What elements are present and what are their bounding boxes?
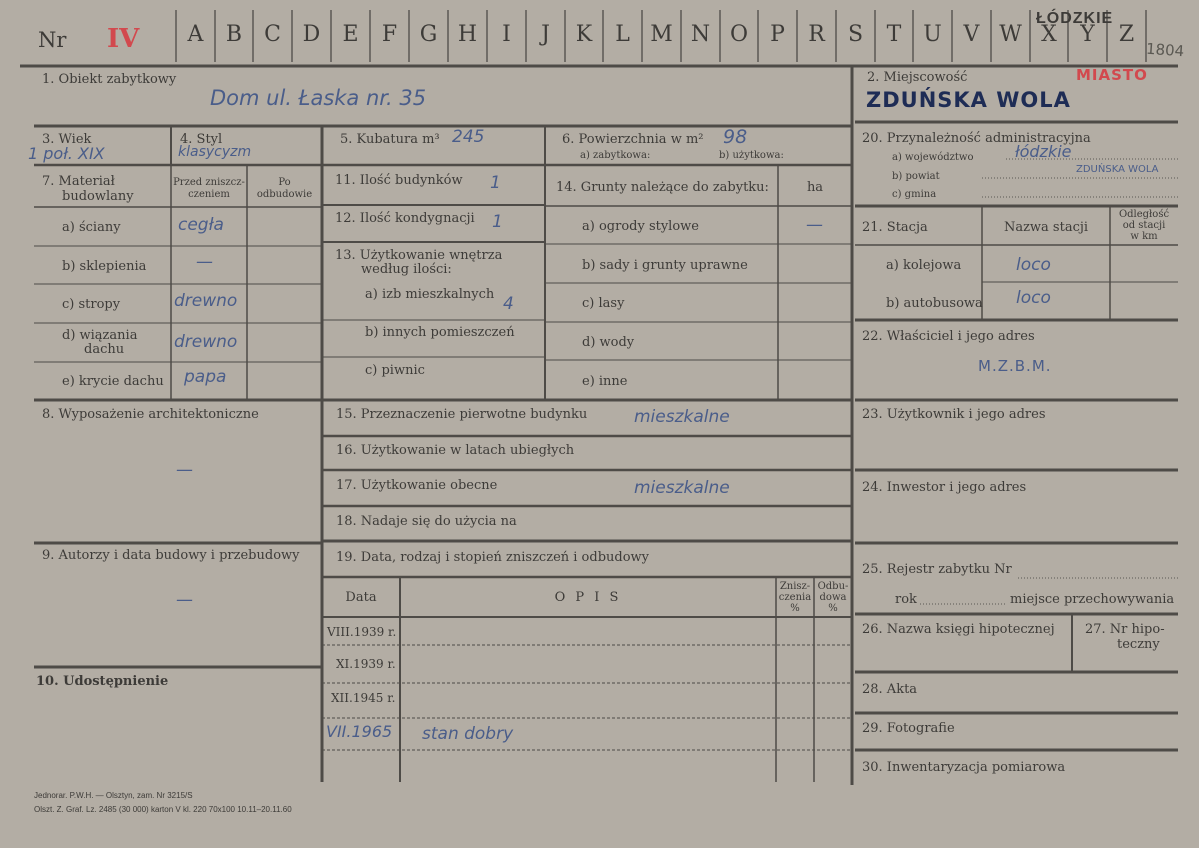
field-19-label: 19. Data, rodzaj i stopień zniszczeń i odbudowy xyxy=(336,550,650,565)
field-20c-label: c) gmina xyxy=(892,189,937,200)
field-21-col-d3: w km xyxy=(1130,231,1158,242)
field-20b-label: b) powiat xyxy=(892,171,940,182)
field-13-label-1: 13. Użytkowanie wnętrza xyxy=(335,248,503,263)
field-13a-label: a) izb mieszkalnych xyxy=(365,287,495,302)
field-30-label: 30. Inwentaryzacja pomiarowa xyxy=(862,760,1066,775)
field-14b-label: b) sady i grunty uprawne xyxy=(582,258,748,273)
field-7d-value: drewno xyxy=(174,332,238,352)
field-2-label: 2. Miejscowość xyxy=(867,70,968,85)
field-11-label: 11. Ilość budynków xyxy=(335,173,463,188)
field-2-value: ZDUŃSKA WOLA xyxy=(866,88,1071,112)
field-3-value: 1 poł. XIX xyxy=(28,144,105,163)
field-19-col-z1: Znisz- xyxy=(779,581,811,592)
nr-label: Nr xyxy=(38,28,67,52)
field-21b-label: b) autobusowa xyxy=(886,296,983,311)
field-13a-value: 4 xyxy=(503,294,514,314)
letter-e: E xyxy=(342,22,359,47)
field-21a-value: loco xyxy=(1016,255,1051,275)
field-6-value: 98 xyxy=(723,126,748,148)
field-7b-label: b) sklepienia xyxy=(62,259,147,274)
field-29-label: 29. Fotografie xyxy=(862,721,955,736)
letter-x: X xyxy=(1041,22,1057,47)
field-7b-value: — xyxy=(196,252,213,272)
letter-p: P xyxy=(770,22,785,47)
field-7a-label: a) ściany xyxy=(62,220,121,235)
field-24-label: 24. Inwestor i jego adres xyxy=(862,480,1027,495)
field-27-label-1: 27. Nr hipo- xyxy=(1085,622,1165,637)
field-4-label: 4. Styl xyxy=(180,132,223,147)
field-7-col-after-2: odbudowie xyxy=(256,189,313,200)
field-20a-value: łódzkie xyxy=(1015,142,1072,161)
field-19-date-3: XII.1945 r. xyxy=(331,691,396,705)
field-25-label: 25. Rejestr zabytku Nr xyxy=(862,562,1012,577)
field-19-date-4: VII.1965 xyxy=(326,722,393,741)
field-5-value: 245 xyxy=(452,127,485,147)
field-13b-label: b) innych pomieszczeń xyxy=(365,325,515,340)
field-22-label: 22. Właściciel i jego adres xyxy=(862,329,1035,344)
letter-w: W xyxy=(999,22,1022,47)
field-19-date-2: XI.1939 r. xyxy=(336,657,396,671)
field-8-value: — xyxy=(176,460,193,480)
letter-c: C xyxy=(264,22,281,47)
field-20-label: 20. Przynależność administracyjna xyxy=(862,131,1091,146)
field-14-label: 14. Grunty należące do zabytku: xyxy=(556,180,769,195)
field-25-miejsce: miejsce przechowywania xyxy=(1010,592,1175,607)
field-1-label: 1. Obiekt zabytkowy xyxy=(42,72,177,87)
letter-f: F xyxy=(381,22,398,47)
field-5-label: 5. Kubatura m³ xyxy=(340,132,440,147)
field-27-label-2: teczny xyxy=(1117,637,1160,652)
letter-y: Y xyxy=(1080,22,1095,47)
field-6-label: 6. Powierzchnia w m² xyxy=(562,132,704,147)
field-14c-label: c) lasy xyxy=(582,296,625,311)
field-7-col-before-2: czeniem xyxy=(188,189,230,200)
letter-k: K xyxy=(575,22,593,47)
field-7-label-2: budowlany xyxy=(62,189,134,204)
letter-l: L xyxy=(615,22,630,47)
letter-a: A xyxy=(187,22,204,47)
field-23-label: 23. Użytkownik i jego adres xyxy=(862,407,1046,422)
letter-t: T xyxy=(886,22,902,47)
field-7e-value: papa xyxy=(184,367,227,387)
field-14d-label: d) wody xyxy=(582,335,635,350)
field-25-rok: rok xyxy=(895,592,917,607)
field-20a-label: a) województwo xyxy=(892,152,974,163)
field-19-col-o1: Odbu- xyxy=(817,581,849,592)
letter-d: D xyxy=(302,22,321,47)
field-11-value: 1 xyxy=(490,173,501,193)
corner-number: 1804 xyxy=(1145,39,1185,61)
letter-r: R xyxy=(808,22,825,47)
field-17-value: mieszkalne xyxy=(634,478,730,498)
letter-o: O xyxy=(729,22,749,47)
field-26-label: 26. Nazwa księgi hipotecznej xyxy=(862,622,1055,637)
footer-line-2: Olszt. Z. Graf. Lz. 2485 (30 000) karton V kl. 220 70x100 10.11–20.11.60 xyxy=(34,805,292,814)
field-14-unit: ha xyxy=(806,180,824,195)
letter-v: V xyxy=(963,22,980,47)
field-12-value: 1 xyxy=(492,212,503,232)
field-7a-value: cegła xyxy=(178,215,224,235)
field-19-col-date: Data xyxy=(345,590,377,605)
nr-value: IV xyxy=(107,24,140,54)
letter-j: J xyxy=(541,22,550,47)
field-19-col-desc: O P I S xyxy=(554,590,622,605)
field-8-label: 8. Wyposażenie architektoniczne xyxy=(42,407,259,422)
letter-u: U xyxy=(923,22,942,47)
field-10-label: 10. Udostępnienie xyxy=(36,674,169,689)
field-21-col-d1: Odległość xyxy=(1118,209,1170,220)
field-19-col-z2: czenia xyxy=(778,592,812,603)
field-2-stamp: MIASTO xyxy=(1076,66,1148,84)
field-21b-value: loco xyxy=(1016,288,1051,308)
field-7c-value: drewno xyxy=(174,291,238,311)
field-19-col-o2: dowa xyxy=(819,592,847,603)
field-21a-label: a) kolejowa xyxy=(886,258,962,273)
field-28-label: 28. Akta xyxy=(862,682,918,697)
field-9-label: 9. Autorzy i data budowy i przebudowy xyxy=(42,548,300,563)
field-9-value: — xyxy=(176,590,193,610)
letter-b: B xyxy=(225,22,243,47)
field-18-label: 18. Nadaje się do użycia na xyxy=(336,514,517,529)
letter-s: S xyxy=(847,22,864,47)
field-7c-label: c) stropy xyxy=(62,297,121,312)
field-7d-label-1: d) wiązania xyxy=(62,328,138,343)
field-14a-value: — xyxy=(806,215,823,235)
field-21-col-name: Nazwa stacji xyxy=(1003,220,1089,235)
field-13c-label: c) piwnic xyxy=(365,363,425,378)
field-3-label: 3. Wiek xyxy=(42,132,92,147)
field-1-value: Dom ul. Łaska nr. 35 xyxy=(210,86,427,110)
field-7-col-before-1: Przed zniszcz- xyxy=(173,177,245,188)
field-19-col-z3: % xyxy=(790,603,800,614)
letter-g: G xyxy=(419,22,438,47)
field-12-label: 12. Ilość kondygnacji xyxy=(335,211,475,226)
field-16-label: 16. Użytkowanie w latach ubiegłych xyxy=(336,443,575,458)
field-14e-label: e) inne xyxy=(582,374,628,389)
field-21-col-d2: od stacji xyxy=(1122,220,1166,231)
field-19-col-o3: % xyxy=(828,603,838,614)
field-14a-label: a) ogrody stylowe xyxy=(582,219,699,234)
field-17-label: 17. Użytkowanie obecne xyxy=(336,478,498,493)
field-22-value: M.Z.B.M. xyxy=(978,357,1052,375)
letter-z: Z xyxy=(1118,22,1135,47)
region-label: ŁÓDZKIE xyxy=(1036,10,1114,27)
field-21-label: 21. Stacja xyxy=(862,220,928,235)
letter-i: I xyxy=(502,22,511,47)
field-20b-value: ZDUŃSKA WOLA xyxy=(1076,164,1159,175)
field-7d-label-2: dachu xyxy=(84,342,125,357)
field-7-col-after-1: Po xyxy=(278,177,291,188)
field-6a-label: a) zabytkowa: xyxy=(580,150,651,161)
field-7e-label: e) krycie dachu xyxy=(62,374,164,389)
footer-line-1: Jednorar. P.W.H. — Olsztyn, zam. Nr 3215/S xyxy=(34,791,193,800)
field-15-label: 15. Przeznaczenie pierwotne budynku xyxy=(336,407,588,422)
field-15-value: mieszkalne xyxy=(634,407,730,427)
field-6b-label: b) użytkowa: xyxy=(719,150,784,161)
letter-n: N xyxy=(690,22,711,47)
field-7-label-1: 7. Materiał xyxy=(42,174,115,189)
field-19-desc-4: stan dobry xyxy=(422,724,514,744)
letter-m: M xyxy=(650,22,673,47)
field-19-date-1: VIII.1939 r. xyxy=(327,625,397,639)
letter-h: H xyxy=(457,22,478,47)
field-13-label-2: według ilości: xyxy=(361,262,452,277)
field-4-value: klasycyzm xyxy=(178,144,252,160)
